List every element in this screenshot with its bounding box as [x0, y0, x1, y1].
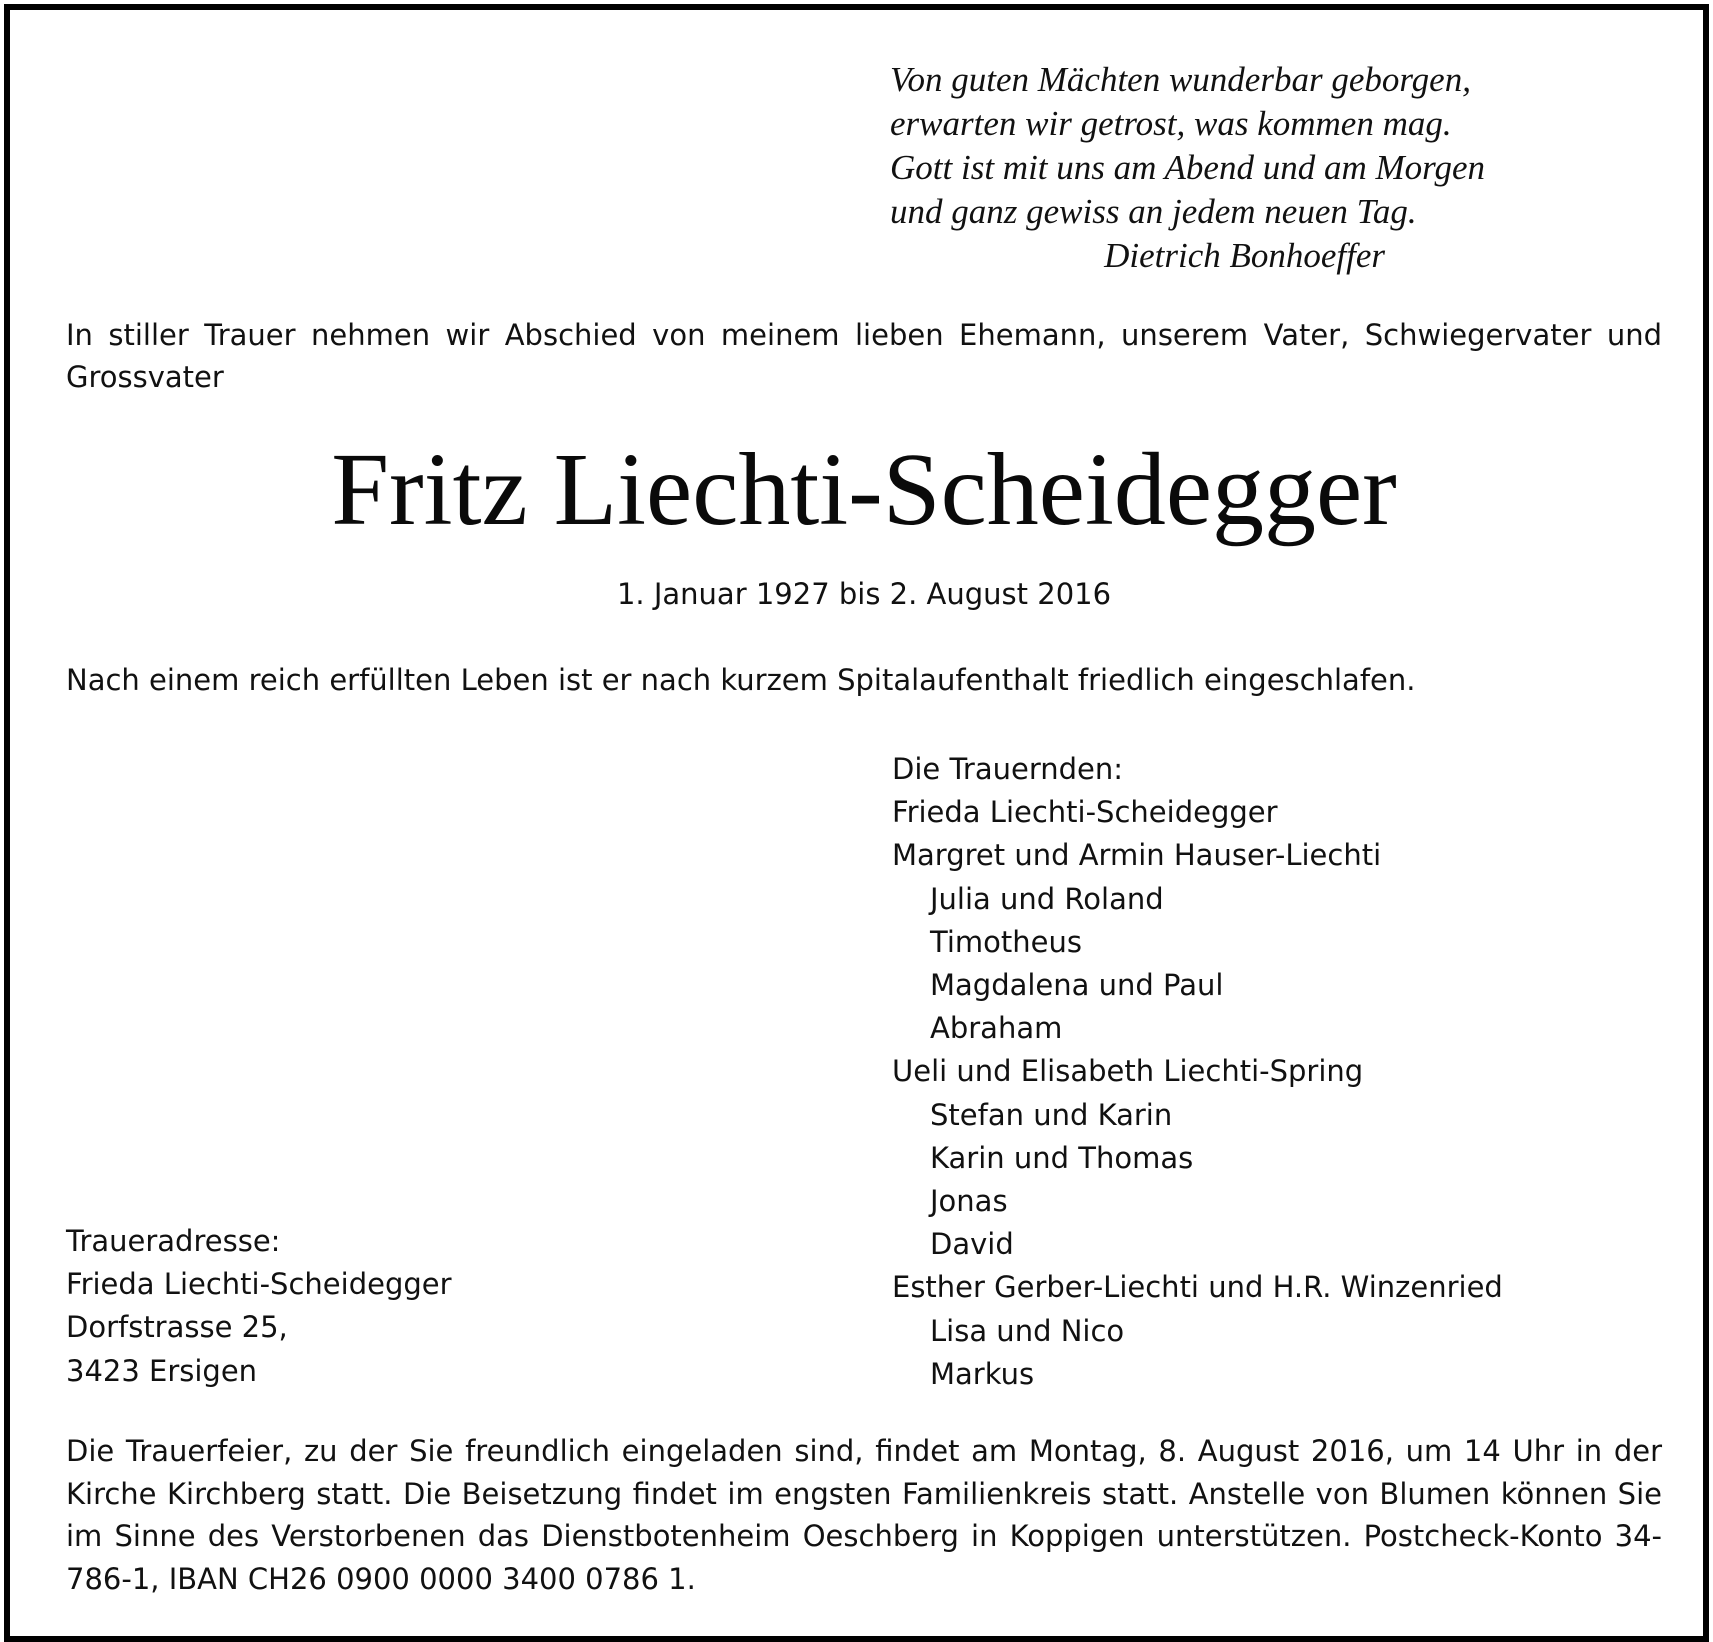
address-line: Dorfstrasse 25, — [66, 1310, 288, 1345]
life-dates: 1. Januar 1927 bis 2. August 2016 — [616, 577, 1112, 611]
mourner-entry: Ueli und Elisabeth Liechti-Spring — [892, 1054, 1364, 1089]
mourner-entry: David — [930, 1227, 1014, 1262]
quote-line: erwarten wir getrost, was kommen mag. — [890, 104, 1452, 143]
mourner-entry: Timotheus — [930, 924, 1082, 959]
obituary-notice — [4, 4, 1709, 1642]
address-heading: Traueradresse: — [66, 1224, 281, 1258]
intro-text: In stiller Trauer nehmen wir Abschied von meinem lieben Ehemann, unserem Vater, Schwiegervater und Grossvater — [66, 318, 1662, 394]
deceased-name: Fritz Liechti-Scheidegger — [331, 432, 1397, 547]
address-line: 3423 Ersigen — [66, 1353, 258, 1388]
mourning-address — [66, 1220, 766, 1393]
bonhoeffer-quote — [890, 58, 1510, 278]
ceremony-details: Die Trauerfeier, zu der Sie freundlich eingeladen sind, findet am Montag, 8. August 2016, um 14 Uhr in der Kirche Kirchberg statt. Die Beisetzung findet im engsten Familienkreis statt. Anstelle von Blumen können Sie im Sinne des Verstorbenen das Dienstbotenheim Oeschberg in Koppigen unterstützen. Postcheck-Konto 34-786-1, IBAN CH26 0900 0000 3400 0786 1. — [66, 1434, 1662, 1596]
quote-line: Von guten Mächten wunderbar geborgen, — [890, 60, 1471, 99]
mourner-entry: Frieda Liechti-Scheidegger — [892, 795, 1278, 830]
quote-author: Dietrich Bonhoeffer — [1104, 236, 1385, 275]
mourner-entry: Esther Gerber-Liechti und H.R. Winzenried — [892, 1270, 1503, 1305]
mourner-entry: Markus — [930, 1356, 1035, 1391]
mourner-entry: Julia und Roland — [930, 881, 1164, 916]
address-line: Frieda Liechti-Scheidegger — [66, 1267, 452, 1302]
mourner-entry: Margret und Armin Hauser-Liechti — [892, 838, 1382, 873]
mourners-heading: Die Trauernden: — [892, 752, 1124, 786]
mourners-list — [892, 748, 1672, 1396]
mourner-entry: Jonas — [930, 1184, 1008, 1219]
quote-line: und ganz gewiss an jedem neuen Tag. — [890, 192, 1417, 231]
mourner-entry: Magdalena und Paul — [930, 968, 1224, 1003]
life-statement: Nach einem reich erfüllten Leben ist er nach kurzem Spitalaufenthalt friedlich eingeschlafen. — [66, 663, 1416, 697]
mourner-entry: Lisa und Nico — [930, 1313, 1125, 1348]
mourner-entry: Karin und Thomas — [930, 1140, 1194, 1175]
quote-line: Gott ist mit uns am Abend und am Morgen — [890, 148, 1485, 187]
mourner-entry: Abraham — [930, 1011, 1063, 1046]
mourner-entry: Stefan und Karin — [930, 1097, 1173, 1132]
